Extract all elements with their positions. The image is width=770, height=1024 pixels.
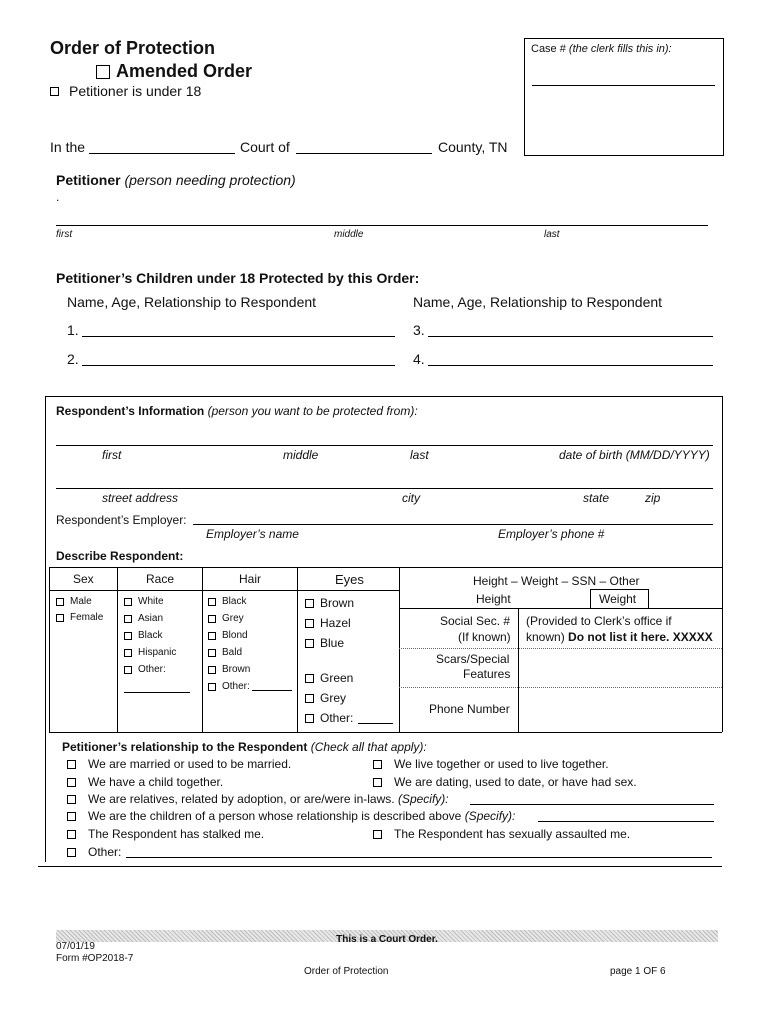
rel-child-option[interactable]: We have a child together. [67,775,223,789]
children-heading: Petitioner’s Children under 18 Protected by this Order: [56,270,420,286]
checkbox-icon[interactable] [124,615,132,623]
checkbox-icon[interactable] [305,639,314,648]
respondent-heading: Respondent’s Information (person you want to be protected from): [56,404,418,418]
child-4-num: 4. [413,351,425,367]
under18-checkbox[interactable] [50,87,59,96]
hair-bald-option[interactable]: Bald [208,647,242,658]
employer-phone-label: Employer’s phone # [498,527,605,541]
col-hwso: Height – Weight – SSN – Other [473,574,640,588]
ssn-note-line1: (Provided to Clerk’s office if [526,614,672,628]
height-label: Height [476,592,511,606]
rel-stalked-option[interactable]: The Respondent has stalked me. [67,827,264,841]
checkbox-icon[interactable] [305,599,314,608]
hair-brown-option[interactable]: Brown [208,664,250,675]
checkbox-icon[interactable] [208,649,216,657]
county-label: County, TN [438,139,508,155]
child-2-field[interactable] [82,365,395,366]
case-number-field[interactable] [532,85,715,86]
rel-other-field[interactable] [126,857,712,858]
checkbox-icon[interactable] [124,666,132,674]
race-asian-option[interactable]: Asian [124,613,163,624]
checkbox-icon[interactable] [305,674,314,683]
phone-number-field[interactable] [520,690,720,730]
eyes-green-option[interactable]: Green [305,671,353,685]
race-other-field[interactable] [124,692,190,693]
eyes-brown-option[interactable]: Brown [305,596,354,610]
rel-married-option[interactable]: We are married or used to be married. [67,757,291,771]
child-3-field[interactable] [428,336,713,337]
checkbox-icon[interactable] [208,683,216,691]
street-label: street address [102,491,179,505]
court-name-field[interactable] [89,153,235,154]
ssn-known-label: (If known) [458,630,511,644]
child-3-num: 3. [413,322,425,338]
under18-row [50,83,201,99]
page-number: page 1 OF 6 [610,966,666,977]
checkbox-icon[interactable] [305,714,314,723]
amended-order-checkbox[interactable] [96,65,110,79]
rel-live-together-option[interactable]: We live together or used to live together. [373,757,609,771]
checkbox-icon[interactable] [208,666,216,674]
ssn-note-line2: known) Do not list it here. XXXXX [526,630,713,644]
petitioner-name-field[interactable] [56,225,708,226]
col-eyes: Eyes [335,572,364,587]
case-label: Case # (the clerk fills this in): [531,43,672,55]
checkbox-icon[interactable] [56,614,64,622]
petitioner-heading: Petitioner (person needing protection) [56,172,296,188]
sex-male-option[interactable]: Male [56,596,92,607]
respondent-section-top [45,396,722,397]
checkbox-icon[interactable] [373,760,382,769]
hair-other-field[interactable] [252,690,292,691]
child-4-field[interactable] [428,365,713,366]
checkbox-icon[interactable] [67,778,76,787]
eyes-other-option[interactable]: Other: [305,711,353,725]
in-the-label: In the [50,139,86,155]
zip-label: zip [645,491,661,505]
hair-blond-option[interactable]: Blond [208,630,248,641]
employer-name-label: Employer’s name [206,527,299,541]
checkbox-icon[interactable] [305,619,314,628]
sex-female-option[interactable]: Female [56,612,103,623]
checkbox-icon[interactable] [305,694,314,703]
rel-children-of-field[interactable] [538,821,714,822]
rel-relatives-field[interactable] [470,804,714,805]
respondent-dob-label: date of birth (MM/DD/YYYY) [559,448,710,462]
form-number: Form #OP2018-7 [56,953,134,964]
city-label: city [402,491,420,505]
rel-other-option[interactable]: Other: [67,845,121,859]
ssn-label: Social Sec. # [440,614,511,628]
eyes-blue-option[interactable]: Blue [305,636,344,650]
checkbox-icon[interactable] [373,778,382,787]
checkbox-icon[interactable] [67,830,76,839]
checkbox-icon[interactable] [208,632,216,640]
col-hair: Hair [239,572,262,586]
employer-label: Respondent’s Employer: [56,513,187,527]
form-date: 07/01/19 [56,941,95,952]
court-of-label: Court of [240,139,290,155]
race-white-option[interactable]: White [124,596,164,607]
respondent-middle-label: middle [283,448,319,462]
hair-grey-option[interactable]: Grey [208,613,244,624]
scars-label: Scars/Special [436,652,510,666]
checkbox-icon[interactable] [67,795,76,804]
case-number-box [524,38,724,156]
phone-number-label: Phone Number [429,702,510,716]
page-title: Order of Protection [50,38,216,58]
checkbox-icon[interactable] [373,830,382,839]
state-label: state [583,491,610,505]
checkbox-icon[interactable] [67,812,76,821]
child-1-num: 1. [67,322,79,338]
describe-respondent-heading: Describe Respondent: [56,549,184,563]
col-race: Race [146,572,175,586]
hair-other-option[interactable]: Other: [208,681,250,692]
rel-assaulted-option[interactable]: The Respondent has sexually assaulted me. [373,827,630,841]
rel-children-of-option[interactable]: We are the children of a person whose relationship is described above (Specify): [67,809,515,823]
checkbox-icon[interactable] [208,615,216,623]
eyes-grey-option[interactable]: Grey [305,691,346,705]
eyes-other-field[interactable] [358,723,393,724]
respondent-section-right [722,396,723,568]
respondent-last-label: last [410,448,429,462]
race-other-option[interactable]: Other: [124,664,166,675]
race-hispanic-option[interactable]: Hispanic [124,647,176,658]
petitioner-middle-label: middle [334,229,364,240]
employer-field[interactable] [193,524,713,525]
relationship-heading: Petitioner’s relationship to the Respondent (Check all that apply): [62,740,427,754]
court-order-banner [56,930,718,945]
hair-black-option[interactable]: Black [208,596,246,607]
footer-title: Order of Protection [304,966,389,977]
features-label: Features [463,667,511,681]
eyes-hazel-option[interactable]: Hazel [305,616,351,630]
under18-label: Petitioner is under 18 [69,83,202,99]
court-order-text: This is a Court Order. [336,934,438,945]
weight-label: Weight [599,592,637,606]
respondent-section-left [45,396,46,862]
checkbox-icon[interactable] [67,760,76,769]
respondent-address-field[interactable] [56,488,713,489]
checkbox-icon[interactable] [124,649,132,657]
race-black-option[interactable]: Black [124,630,162,641]
children-col-right: Name, Age, Relationship to Respondent [413,294,663,310]
child-1-field[interactable] [82,336,395,337]
petitioner-dot: . [56,190,60,204]
petitioner-last-label: last [544,229,560,240]
amended-order-label: Amended Order [116,61,253,81]
rel-relatives-option[interactable]: We are relatives, related by adoption, or are/were in-laws. (Specify): [67,792,449,806]
section-bottom-rule [38,866,722,867]
county-field[interactable] [296,153,432,154]
checkbox-icon[interactable] [208,598,216,606]
respondent-first-label: first [102,448,122,462]
amended-order-row [96,61,252,82]
rel-dating-option[interactable]: We are dating, used to date, or have had sex. [373,775,637,789]
child-2-num: 2. [67,351,79,367]
col-sex: Sex [73,572,94,586]
checkbox-icon[interactable] [124,632,132,640]
checkbox-icon[interactable] [124,598,132,606]
children-col-left: Name, Age, Relationship to Respondent [67,294,317,310]
checkbox-icon[interactable] [67,848,76,857]
checkbox-icon[interactable] [56,598,64,606]
respondent-name-field[interactable] [56,445,713,446]
petitioner-first-label: first [56,229,73,240]
